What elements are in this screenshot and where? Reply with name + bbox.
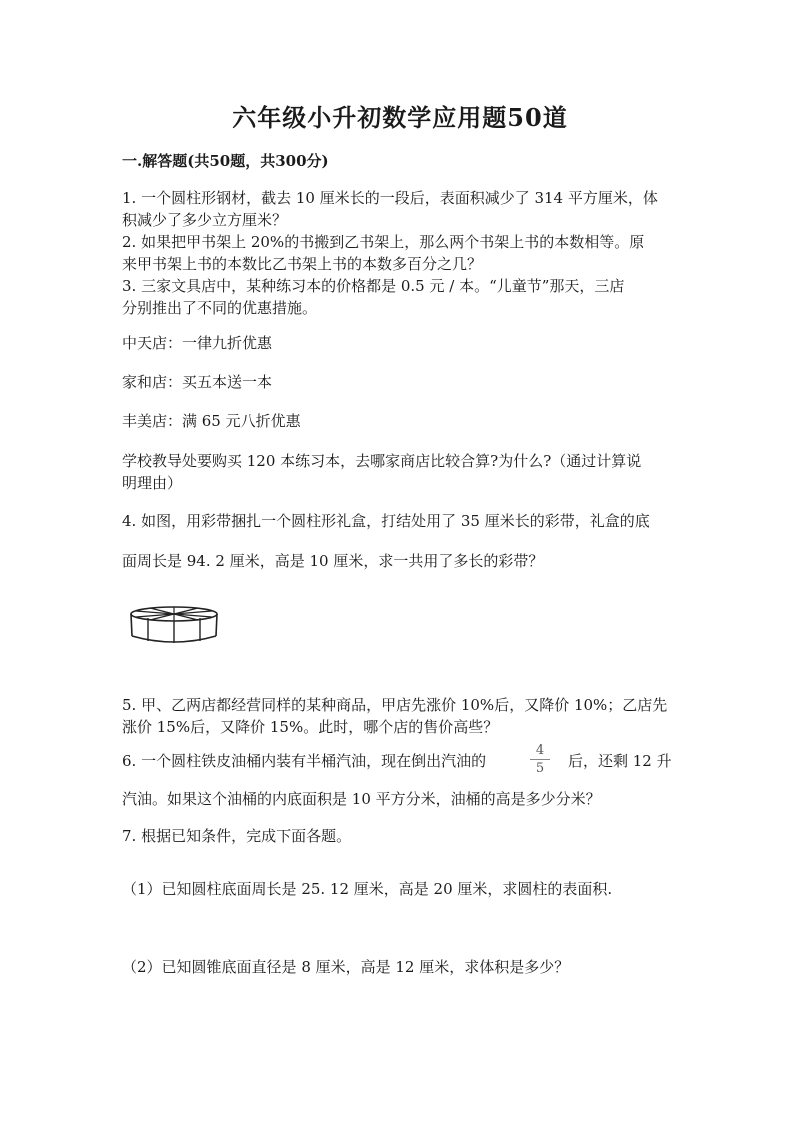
q3-line2: 分别推出了不同的优惠措施。 <box>122 299 318 317</box>
q5-line2: 涨价 15%后，又降价 15%。此时，哪个店的售价高些？ <box>122 718 499 736</box>
q6-text-after-fraction: 后，还剩 12 升 <box>568 752 672 770</box>
q1-line1: 1. 一个圆柱形钢材，截去 10 厘米长的一段后，表面积减少了 314 平方厘米，体 <box>122 189 658 207</box>
q3-shop-zhongtian: 中天店：一律九折优惠 <box>122 334 273 352</box>
q3-shop-jiahe: 家和店：买五本送一本 <box>122 373 273 391</box>
q3-shop-fengmei: 丰美店：满 65 元八折优惠 <box>122 412 301 430</box>
q4-line1: 4. 如图，用彩带捆扎一个圆柱形礼盒，打结处用了 35 厘米长的彩带，礼盒的底 <box>122 512 650 530</box>
q3-ask-line1: 学校教导处要购买 120 本练习本，去哪家商店比较合算?为什么?（通过计算说 <box>122 452 642 470</box>
q7-line1: 7. 根据已知条件，完成下面各题。 <box>122 827 352 845</box>
q5-line1: 5. 甲、乙两店都经营同样的某种商品，甲店先涨价 10%后，又降价 10%；乙店先 <box>122 696 668 714</box>
q6-fraction <box>530 742 550 777</box>
fraction-numerator: 4 <box>530 742 550 760</box>
q6-line2: 汽油。如果这个油桶的内底面积是 10 平方分米，油桶的高是多少分米？ <box>122 790 601 808</box>
q7-sub2: （2）已知圆锥底面直径是 8 厘米，高是 12 厘米，求体积是多少？ <box>122 958 570 976</box>
section-heading: 一.解答题(共50题，共300分) <box>122 152 329 170</box>
q4-line2: 面周长是 94. 2 厘米，高是 10 厘米，求一共用了多长的彩带？ <box>122 552 544 570</box>
q6-text-before-fraction: 6. 一个圆柱铁皮油桶内装有半桶汽油，现在倒出汽油的 <box>122 752 487 770</box>
q7-sub1: （1）已知圆柱底面周长是 25. 12 厘米，高是 20 厘米，求圆柱的表面积. <box>122 880 613 898</box>
q2-line2: 来甲书架上书的本数比乙书架上书的本数多百分之几？ <box>122 255 483 273</box>
q2-line1: 2. 如果把甲书架上 20%的书搬到乙书架上，那么两个书架上书的本数相等。原 <box>122 233 645 251</box>
page-title: 六年级小升初数学应用题50道 <box>232 103 568 132</box>
fraction-denominator: 5 <box>535 761 545 776</box>
q6-line1 <box>122 743 682 782</box>
q3-line1: 3. 三家文具店中，某种练习本的价格都是 0.5 元 / 本。“儿童节”那天，三店 <box>122 277 625 295</box>
cylinder-gift-box-figure <box>128 604 220 646</box>
q1-line2: 积减少了多少立方厘米？ <box>122 211 288 229</box>
q3-ask-line2: 明理由） <box>122 474 183 492</box>
